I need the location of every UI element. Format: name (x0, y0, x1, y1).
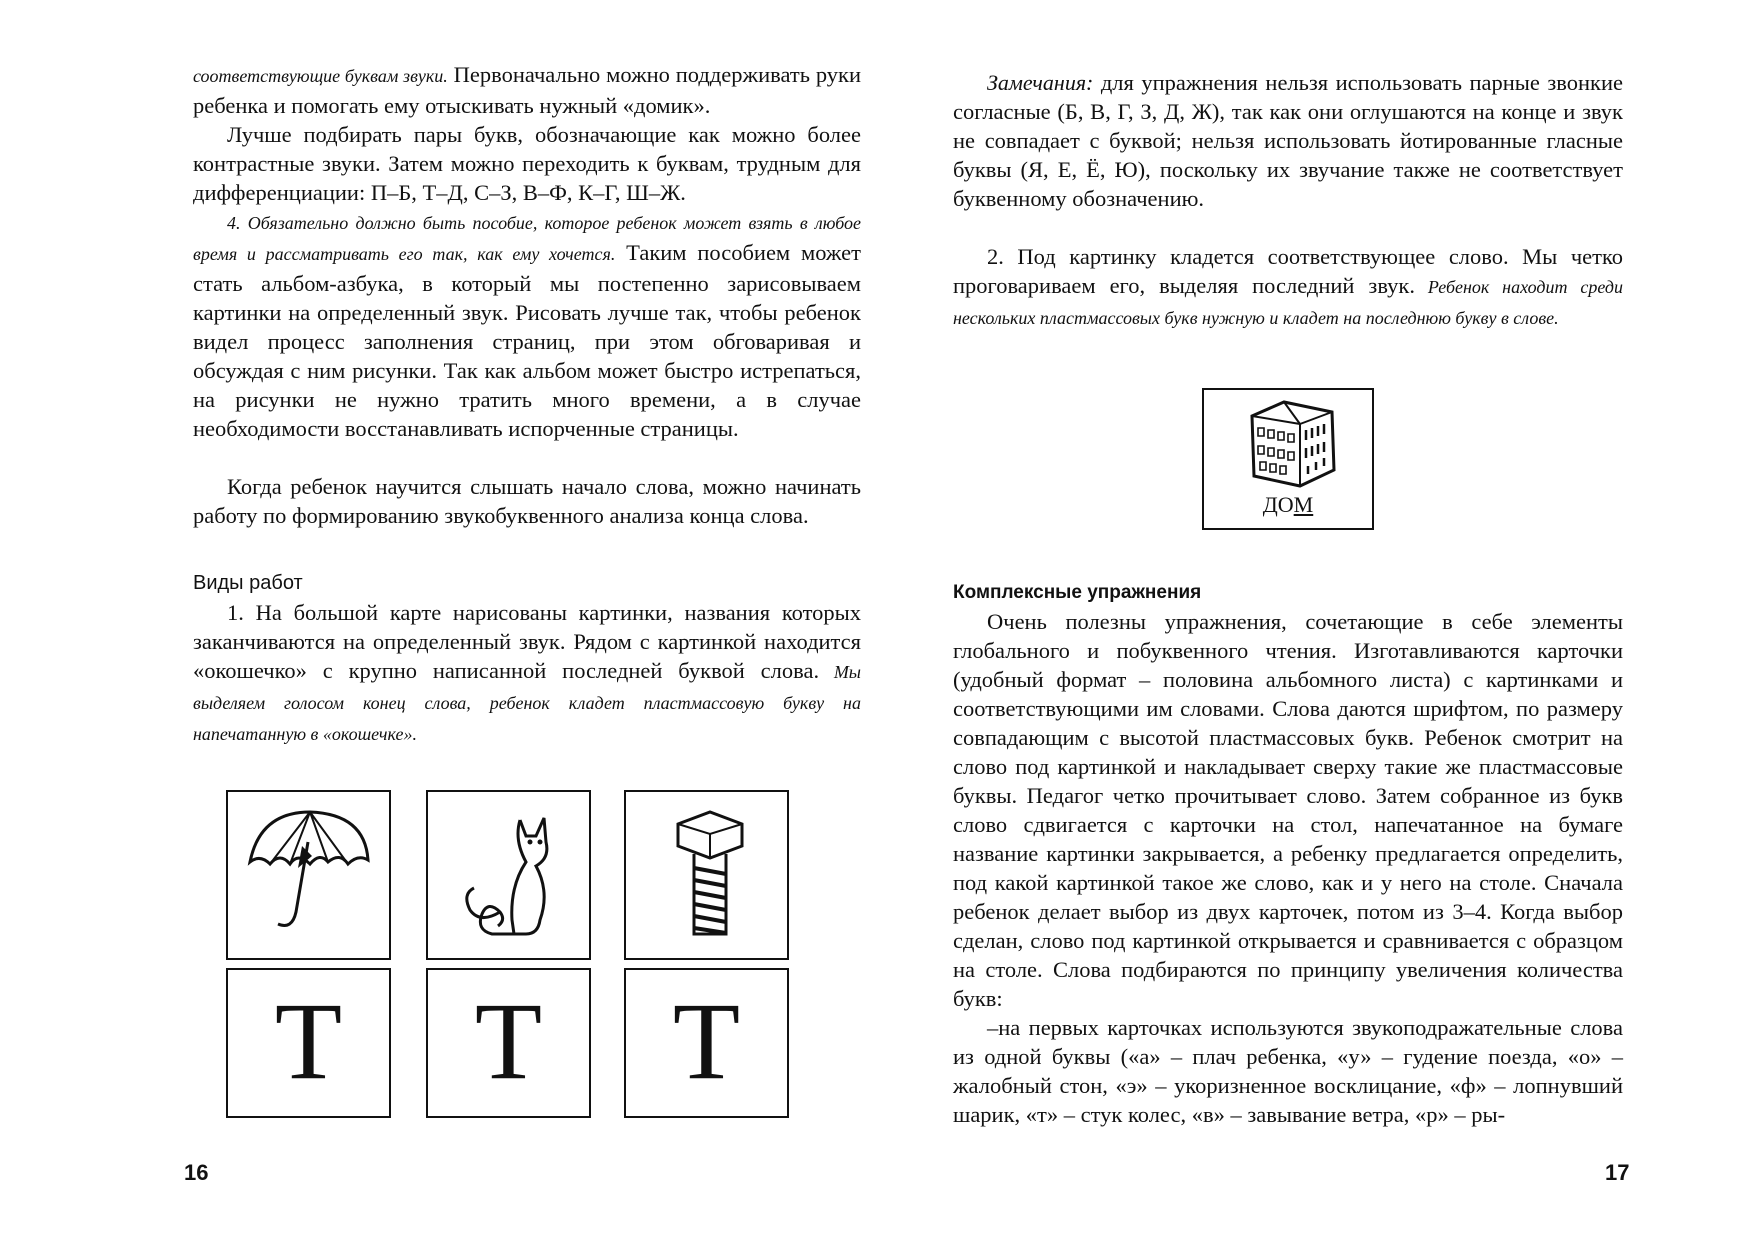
exercise-2-paragraph (953, 242, 1623, 333)
card-picture-umbrella (226, 790, 391, 960)
left-paragraph-1-italic: соответствующие буквам звуки. (193, 66, 448, 86)
card-letter-glyph: Т (672, 980, 741, 1102)
right-text-column-top (953, 68, 1623, 333)
cat-icon (440, 802, 580, 952)
house-word (1204, 492, 1372, 518)
exercise-2-text: 2. Под картинку кладется соответствующее слово. Мы четко проговариваем его, выделяя последний звук. (953, 244, 1623, 298)
card-picture-cat (426, 790, 591, 960)
left-text-column (193, 60, 861, 749)
note-text: для упражнения нельзя использовать парные звонкие согласные (Б, В, Г, З, Д, Ж), так как они оглушаются на конце и звук не совпадает с буквой; нельзя использовать йотированные гласные буквы (Я, Е, Ё, Ю), поскольку их звучание также не соответствует буквенному обозначению. (953, 70, 1623, 211)
card-letter-glyph: Т (274, 980, 343, 1102)
list-paragraph: –на первых карточках используются звукоподражательные слова из одной буквы («а» – плач ребенка, «у» – гудение поезда, «о» – жалобный стон, «э» – укоризненное восклицание, «ф» – лопнувший шарик, «т» – стук колес, «в» – завывание ветра, «р» – ры- (953, 1015, 1623, 1127)
spacer (953, 213, 1623, 242)
picture-letter-cards (226, 790, 811, 1120)
page-number-right: 17 (1605, 1160, 1630, 1185)
umbrella-icon (240, 802, 380, 952)
exercise-2-italic: Ребенок находит среди нескольких пластмассовых букв нужную и кладет на последнюю букву в слове. (953, 277, 1623, 328)
right-text-column-bottom (953, 578, 1623, 1129)
card-letter-2 (426, 968, 591, 1118)
left-paragraph-4: Когда ребенок научится слышать начало слова, можно начинать работу по формированию звукобуквенного анализа конца слова. (193, 474, 861, 528)
note-paragraph (953, 68, 1623, 213)
note-label: Замечания: (987, 70, 1094, 95)
card-picture-bolt (624, 790, 789, 960)
house-word-start: ДО (1262, 492, 1294, 517)
complex-paragraph: Очень полезны упражнения, сочетающие в себе элементы глобального и побуквенного чтения. Изготавливаются карточки (удобный формат – половина альбомного листа) с картинками и соответствующими им словами. Слова даются шрифтом, по размеру совпадающим с высотой пластмассовых букв. Ребенок смотрит на слово под картинкой и накладывает сверху такие же пластмассовые буквы. Педагог четко прочитывает слово. Затем собранное из букв слово сдвигается с карточки на стол, напечатанное на бумаге название картинки закрывается, а ребенку предлагается определить, под какой картинкой такое же слово, как и у него на столе. Сначала ребенок делает выбор из двух карточек, потом из 3–4. Когда выбор сделан, слово под картинкой открывается и сравнивается с образцом на столе. Слова подбираются по принципу увеличения количества букв: (953, 609, 1623, 1011)
page-number-left: 16 (184, 1160, 209, 1185)
house-card-top-border (1204, 388, 1372, 390)
heading-complex-exercises: Комплексные упражнения (953, 582, 1202, 603)
left-paragraph-1 (193, 60, 861, 120)
left-paragraph-1-text: Первоначально можно поддерживать руки ребенка и помогать ему отыскивать нужный «домик». (193, 62, 861, 118)
left-paragraph-5-text: 1. На большой карте нарисованы картинки, названия которых заканчиваются на определенный звук. Рядом с картинкой находится «окошечко» с крупно написанной последней буквой слова. (193, 600, 861, 683)
card-letter-glyph: Т (474, 980, 543, 1102)
left-paragraph-5-italic: Мы выделяем голосом конец слова, ребенок кладет пластмассовую букву на напечатанную в «окошечке». (193, 662, 862, 744)
house-card (1202, 388, 1374, 530)
house-card-bottom-border (1204, 528, 1372, 530)
spacer (193, 443, 861, 472)
right-page (877, 0, 1754, 1240)
house-word-last-letter: М (1293, 492, 1314, 517)
house-icon (1244, 394, 1340, 490)
left-paragraph-5 (193, 598, 861, 749)
bolt-icon (638, 802, 778, 952)
spacer (193, 530, 861, 559)
card-letter-3 (624, 968, 789, 1118)
left-paragraph-3 (193, 207, 861, 443)
left-paragraph-3-italic: 4. Обязательно должно быть пособие, которое ребенок может взять в любое время и рассматривать его так, как ему хочется. (193, 213, 861, 264)
card-letter-1 (226, 968, 391, 1118)
left-paragraph-2: Лучше подбирать пары букв, обозначающие как можно более контрастные звуки. Затем можно переходить к буквам, трудным для дифференциации: П–Б, Т–Д, С–З, В–Ф, К–Г, Ш–Ж. (193, 122, 861, 205)
left-paragraph-3-text: Таким пособием может стать альбом-азбука, в который мы постепенно зарисовываем картинки на определенный звук. Рисовать лучше так, чтобы ребенок видел процесс заполнения страниц, при этом обговаривая и обсуждая с ним рисунки. Так как альбом может быстро истрепаться, на рисунки не нужно тратить много времени, а в случае необходимости восстанавливать испорченные страницы. (193, 240, 861, 441)
subheading-vidy-rabot: Виды работ (193, 572, 303, 594)
